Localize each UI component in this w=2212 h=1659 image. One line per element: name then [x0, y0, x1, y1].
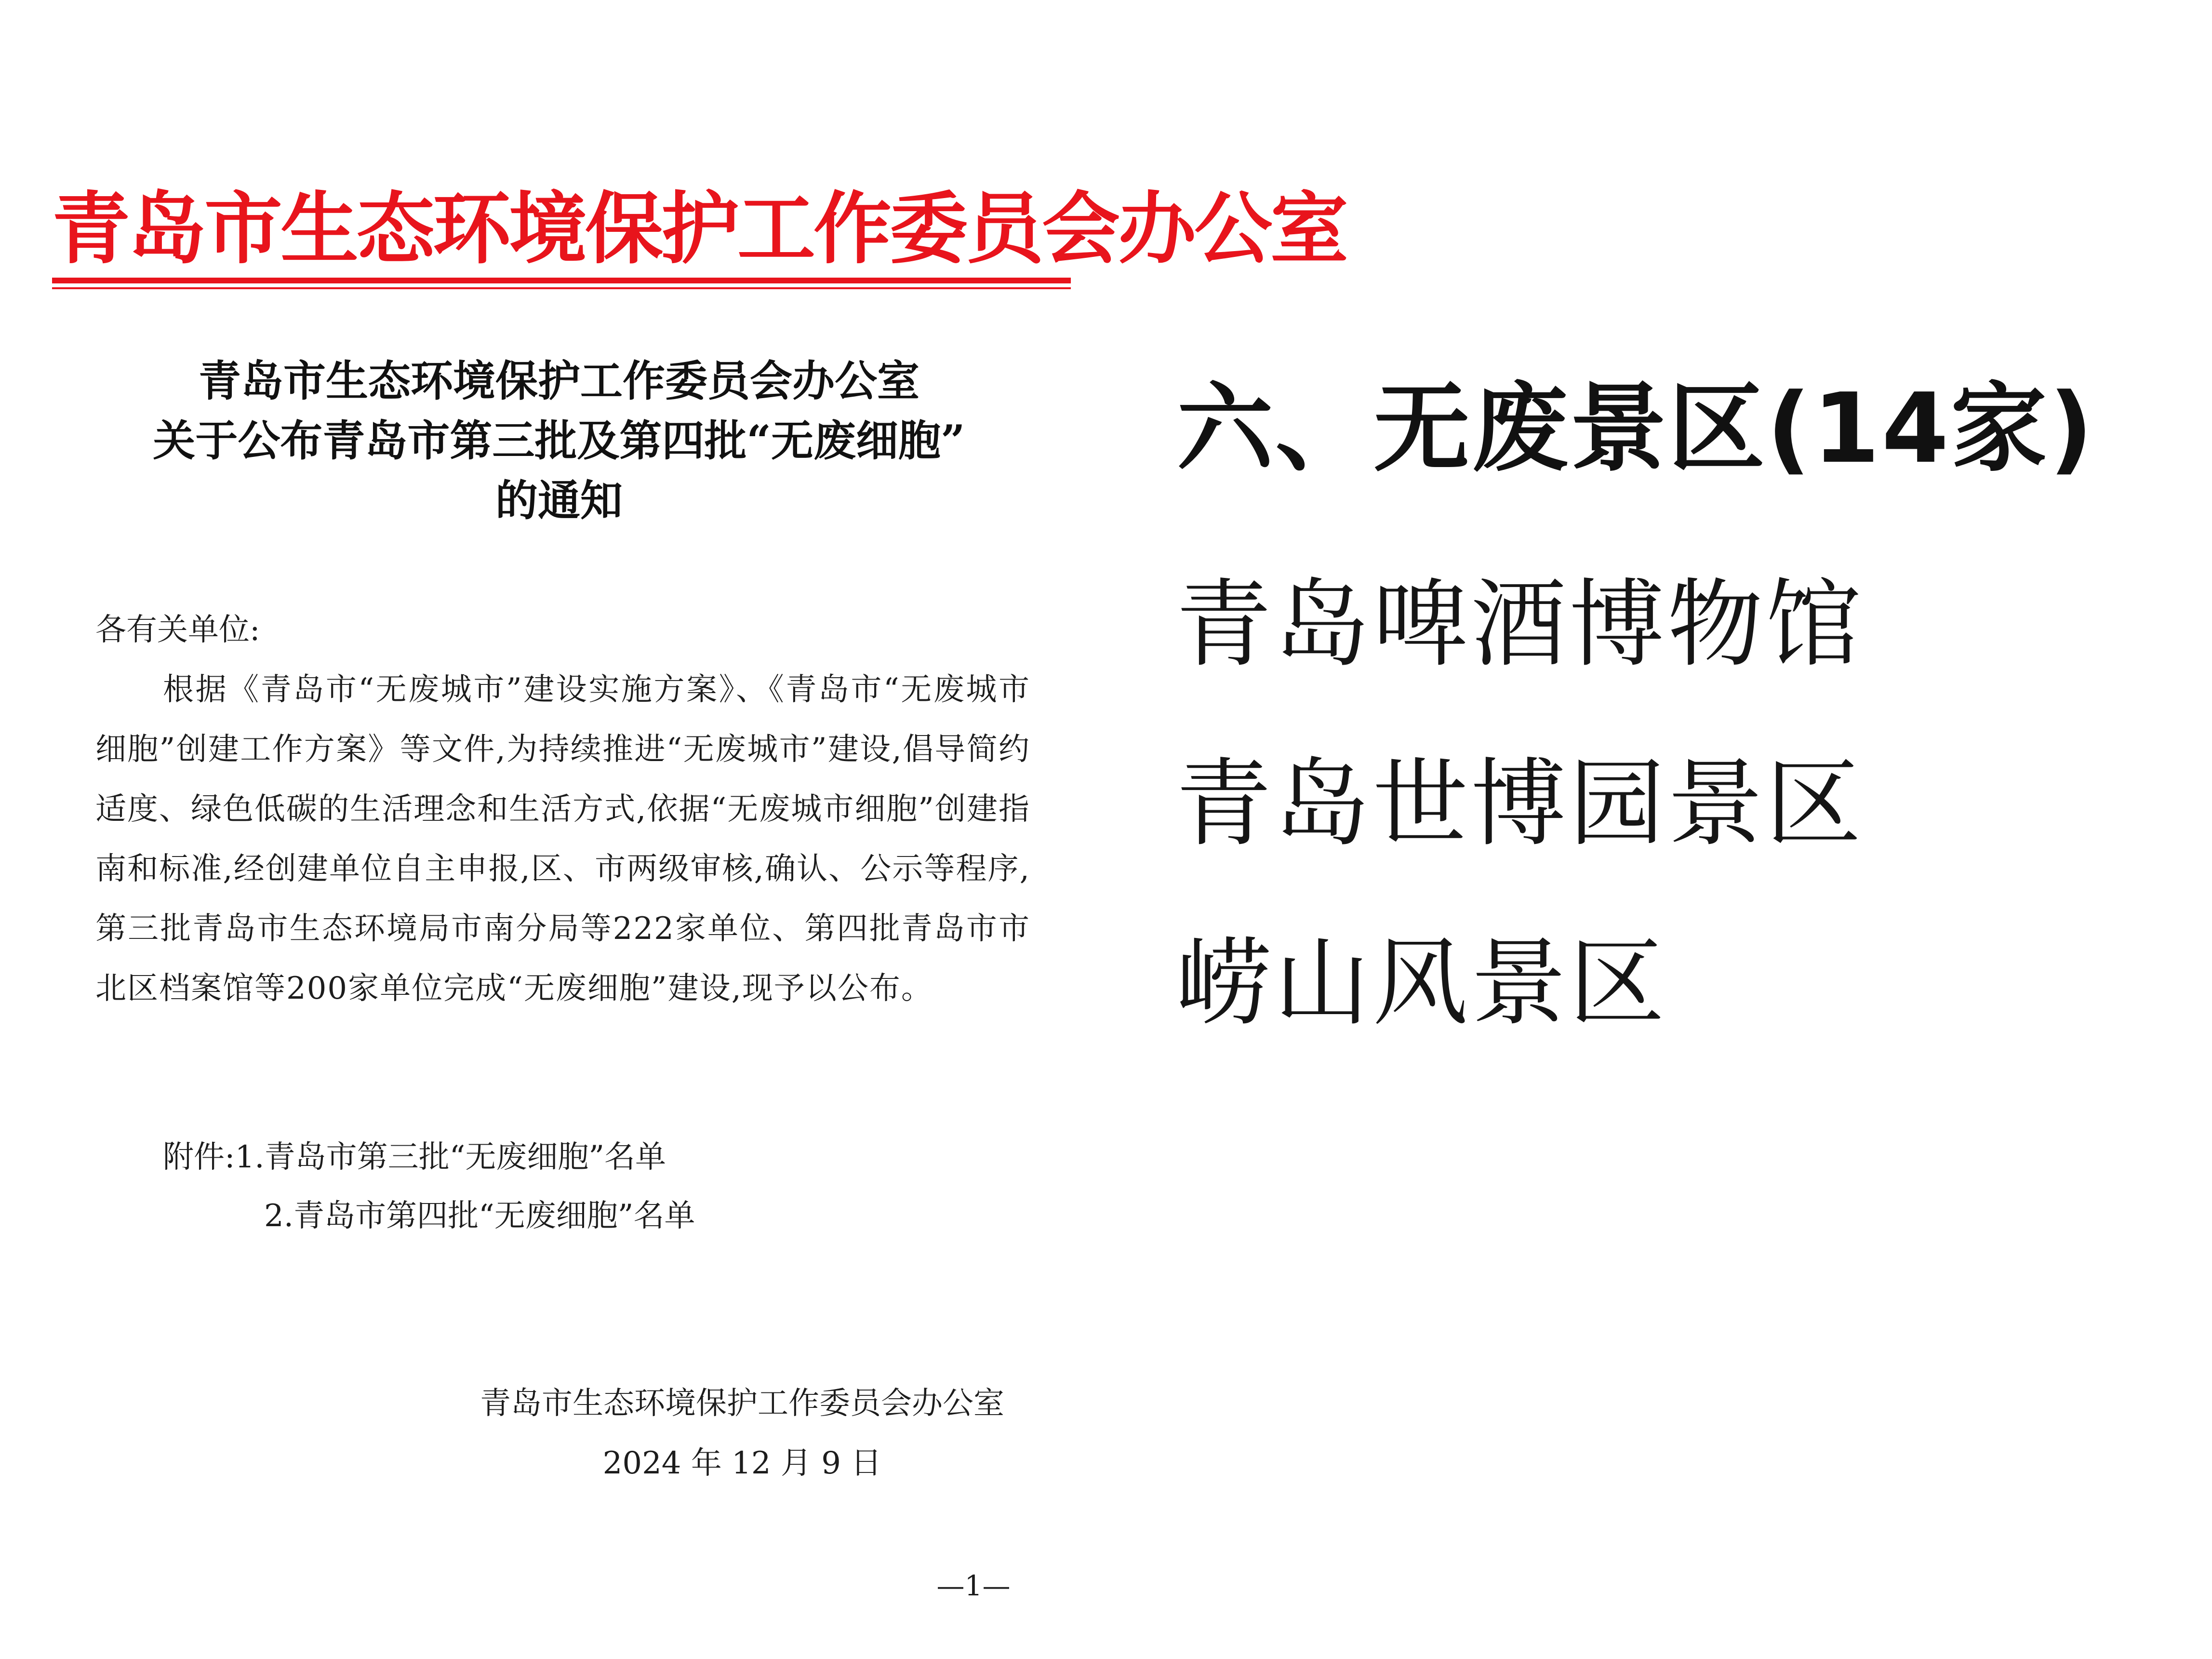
- list-item: 崂山风景区: [1176, 927, 1667, 1039]
- notice-title: [67, 351, 1051, 530]
- signature-block: [424, 1374, 1060, 1493]
- salutation: 各有关单位:: [95, 612, 260, 648]
- list-item: 青岛世博园景区: [1176, 748, 1864, 859]
- page-number: —1—: [936, 1569, 1011, 1602]
- attachment-item: [163, 1128, 982, 1187]
- notice-title-line: 的通知: [495, 475, 623, 525]
- section-heading: 六、无废景区(14家): [1177, 373, 2095, 485]
- letterhead-title: 青岛市生态环境保护工作委员会办公室: [52, 183, 1346, 275]
- notice-title-line: 关于公布青岛市第三批及第四批“无废细胞”: [153, 415, 965, 466]
- attachment-text: 1.青岛市第三批“无废细胞”名单: [235, 1139, 666, 1175]
- attachment-item: [163, 1187, 982, 1245]
- signature-org: 青岛市生态环境保护工作委员会办公室: [480, 1386, 1004, 1421]
- notice-title-line: 青岛市生态环境保护工作委员会办公室: [198, 356, 919, 406]
- attachments: [163, 1128, 982, 1245]
- attachment-text: 2.青岛市第四批“无废细胞”名单: [264, 1198, 695, 1234]
- attachments-label: 附件:: [163, 1139, 235, 1175]
- scenic-list: [1176, 535, 1864, 1073]
- scenic-list-panel: [1166, 0, 2212, 1659]
- signature-date: 2024 年 12 月 9 日: [602, 1445, 882, 1481]
- list-item: 青岛啤酒博物馆: [1176, 569, 1864, 680]
- notice-body: [95, 600, 1030, 1018]
- letterhead-rule: [52, 278, 1071, 283]
- body-paragraph: 根据《青岛市“无废城市”建设实施方案》、《青岛市“无废城市细胞”创建工作方案》等文件,为持续推进“无废城市”建设,倡导简约适度、绿色低碳的生活理念和生活方式,依据“无废城市细胞”创建指南和标准,经创建单位自主申报,区、市两级审核,确认、公示等程序,第三批青岛市生态环境局市南分局等222家单位、第四批青岛市市北区档案馆等200家单位完成“无废细胞”建设,现予以公布。: [95, 672, 1030, 1006]
- letterhead-rule-thin: [52, 287, 1071, 289]
